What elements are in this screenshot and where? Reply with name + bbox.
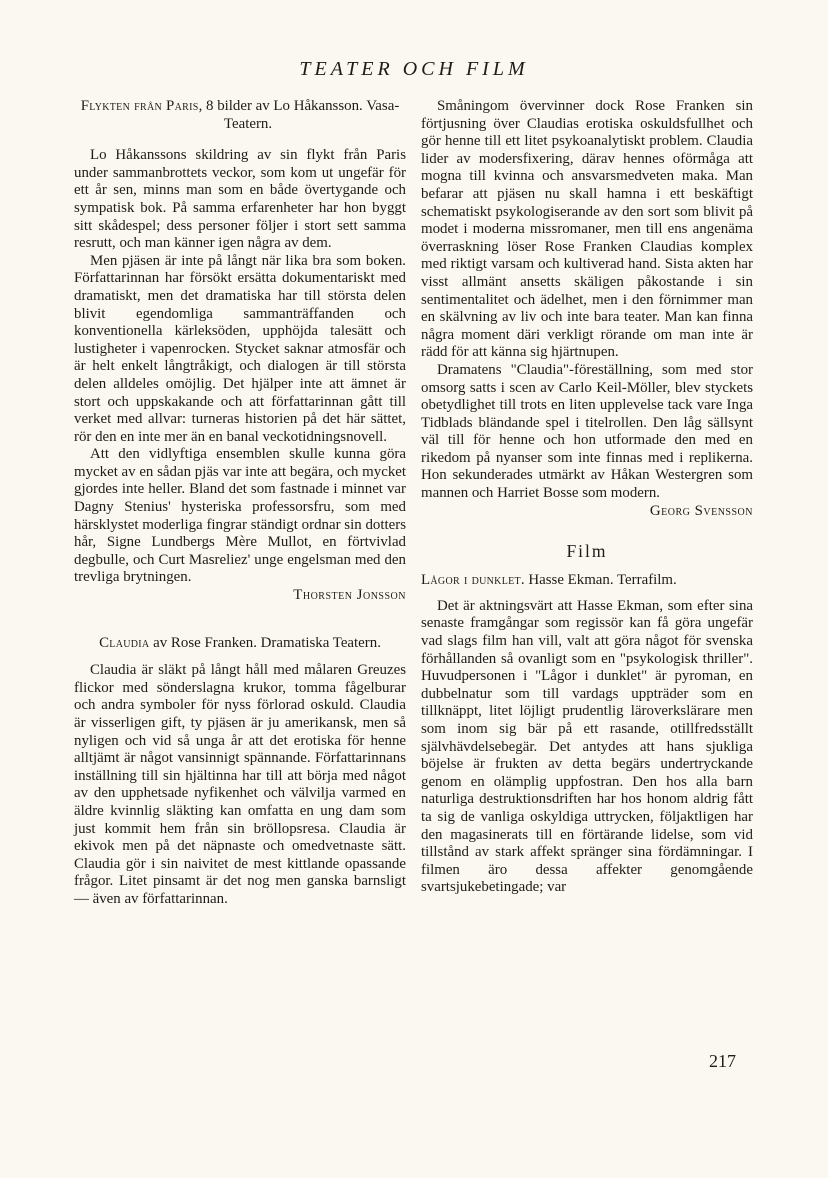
paragraph: Småningom övervinner dock Rose Franken sin förtjusning över Claudias erotiska oskuldsfullhet och gör henne till ett litet psykoanalytiskt problem. Claudia lider av modersfixering, därav hennes oförmåga att mogna till kvinna och ansvarsmedveten maka. Man befarar att pjäsen nu skall hamna i ett beskäftigt schematiskt psykologiserande av den sort som blivit på modet i moderna missromaner, men till ens angenäma överraskning löser Rose Franken Claudias komplex med riktigt varsam och kultiverad hand. Sista akten har visst allmänt ansetts skäligen påkostande i sin sentimentalitet och ädelhet, men i den förnimmer man en skälvning av liv och inte bara teater. Man kan finna några moment däri verkligt rörande om man inte är rädd för att känna sig hjärtnupen.	[421, 98, 753, 361]
right-column	[421, 98, 753, 897]
paragraph: Men pjäsen är inte på långt när lika bra som boken. Författarinnan har försökt ersätta dokumentariskt med dramatiskt, men det dramatiska har till största delen blivit egendomliga sammanträffanden och konventionella kärleksöden, upphöjda talesätt och lustigheter i vapenrocken. Stycket saknar atmosfär och är helt enkelt långtråkigt, och dialogen är till största delen alldeles omöjlig. Det hjälper inte att ämnet är stort och uppskakande och att författarinnan gått till verket med allvar: turneras historien på det här sättet, rör den en inte mer än en banal veckotidningsnovell.	[74, 252, 406, 445]
paragraph-text: Dramatens "Claudia"-föreställning, som med stor omsorg satts i scen av Carlo Keil-Möller, blev styckets obetydlighet till trots en liten upplevelse tack vare Inga Tidblads bländande spel i titelrollen. Den låg sällsynt väl till för henne och hon utformade den med en rikedom på nyanser som inte finnas med i replikerna. Hon sekunderades utmärkt av Håkan Westergren som mannen och Harriet Bosse som modern.	[421, 361, 753, 502]
review-title: Claudia	[99, 634, 150, 651]
signature: Georg Svensson	[649, 502, 753, 519]
paragraph: Att den vidlyftiga ensemblen skulle kunna göra mycket av en sådan pjäs var inte att begära, och mycket gjordes inte heller. Bland det som fastnade i minnet var Dagny Stenius' hysteriska professorsfru, som med härsklystet moderliga fingrar ständigt ordnar sin dotters hår, Signe Lundbergs Mère Mullot, en förtvivlad degbulle, och Curt Masreliez' unge engelsman med den trevliga brytningen.	[74, 446, 407, 586]
paragraph: Claudia är släkt på långt håll med målaren Greuzes flickor med sönderslagna krukor, tomma fågelburar och andra symboler för nyss förlorad oskuld. Claudia är visserligen gift, ty pjäsen är ju amerikansk, men så nyligen och vid så unga år att det erotiska för henne alltjämt är något vansinnigt spännande. Författarinnans inställning till sin hjältinna har till att börja med något av den upphetsade nyfikenhet och välvilja varmed en äldre kvinnlig släkting kan omfatta en ung dam som just kommit hem från sin bröllopsresa. Claudia är ekivok men på det näpnaste och omedvetnaste sätt. Claudia gör i sin naivitet de mest kittlande opassande frågor. Litet pinsamt är det nog men ganska barnsligt — även av författarinnan.	[74, 662, 406, 907]
paragraph: Lo Håkanssons skildring av sin flykt från Paris under sammanbrottets veckor, som kom ut ungefär för ett år sen, minns man som en både övertygande och sympatisk bok. På samma erfarenheter har hon byggt sitt skådespel; dess personer följer i stort sett samma resrutt, och man känner igen några av dem.	[74, 147, 406, 252]
review-heading-lagor	[421, 572, 753, 590]
paragraph	[421, 361, 753, 519]
signature: Thorsten Jonsson	[293, 587, 406, 604]
review-title: Lågor i dunklet	[421, 572, 521, 589]
review-credits: av Rose Franken. Dramatiska Teatern.	[149, 634, 381, 651]
review-heading-claudia	[74, 635, 406, 653]
paragraph: Det är aktningsvärt att Hasse Ekman, som efter sina senaste framgångar som regissör kan få göra ungefär vad slags film han vill, valt att göra något för svenska förhållanden så ovanligt som en "psykologisk thriller". Huvudpersonen i "Lågor i dunklet" är pyroman, en dubbelnatur som till vardags uppträder som en tillknäppt, litet löjligt prudentlig läroverkslärare men som inom sig bär på ett rasande, otillfredsställt självhävdelsebegär. Det antydes att hans sjukliga böjelse är frukten av detta begärs undertryckande genom en olämplig uppfostran. Den hos alla barn naturliga destruktionsdriften har hos honom aldrig fått ta sig de vanliga oskyldiga uttrycken, följaktligen har den magasinerats till en förtärande lidelse, som vid tillstånd av stark affekt spränger sina fördämningar. I filmen äro dessa affekter genomgående svartsjukebetingade; var	[421, 597, 753, 896]
page-title: TEATER OCH FILM	[299, 58, 529, 80]
left-column	[74, 98, 406, 909]
page-number: 217	[709, 1051, 736, 1071]
review-heading-flykten	[74, 98, 406, 133]
review-credits: , 8 bilder av Lo Håkansson. Vasa-Teatern.	[198, 98, 400, 132]
section-title-film: Film	[566, 540, 608, 561]
review-title: Flykten från Paris	[80, 98, 199, 114]
review-credits: . Hasse Ekman. Terrafilm.	[520, 572, 677, 589]
